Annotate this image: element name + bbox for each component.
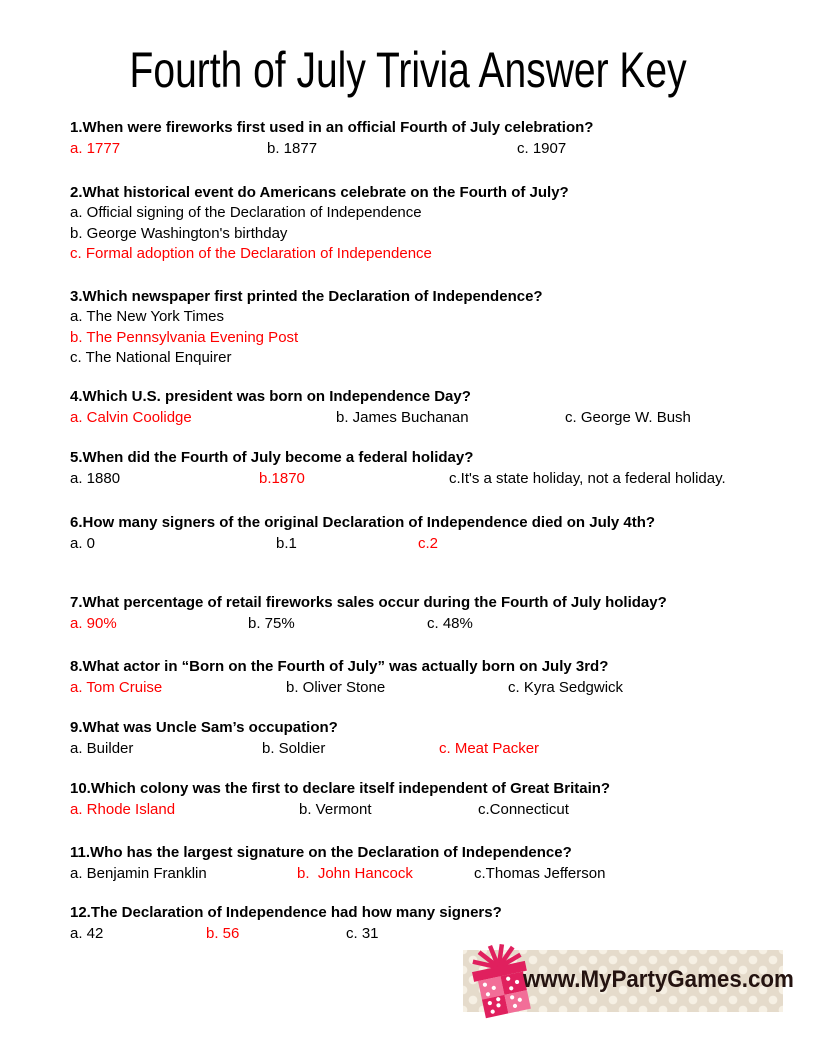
question-11 xyxy=(70,843,786,884)
answer-option: c. 1907 xyxy=(517,140,567,157)
answer-option-correct: a. Rhode Island xyxy=(70,801,176,818)
question-text: 2.What historical event do Americans celebrate on the Fourth of July? xyxy=(70,184,569,201)
answer-option-correct: b. The Pennsylvania Evening Post xyxy=(70,328,299,346)
question-text: 6.How many signers of the original Declaration of Independence died on July 4th? xyxy=(70,514,656,531)
answer-option-correct: a. Calvin Coolidge xyxy=(70,409,192,426)
answer-options xyxy=(70,534,786,554)
answer-option: b.1 xyxy=(276,535,297,552)
question-5 xyxy=(70,448,786,489)
answer-option: b. 75% xyxy=(248,615,295,632)
question-text: 11.Who has the largest signature on the Declaration of Independence? xyxy=(70,844,572,861)
answer-option-correct: b. 56 xyxy=(206,925,240,942)
answer-option: b. George Washington's birthday xyxy=(70,224,288,242)
answer-option: a. The New York Times xyxy=(70,308,224,325)
question-text: 12.The Declaration of Independence had how many signers? xyxy=(70,904,502,921)
answer-option: c.It's a state holiday, not a federal holiday. xyxy=(449,470,726,487)
answer-option: a. 1880 xyxy=(70,470,121,487)
page-title-text: Fourth of July Trivia Answer Key xyxy=(129,42,687,98)
answer-option: c. George W. Bush xyxy=(565,409,691,426)
question-10 xyxy=(70,779,786,820)
answer-option: a. 0 xyxy=(70,535,96,552)
question-text: 9.What was Uncle Sam’s occupation? xyxy=(70,719,338,736)
question-3 xyxy=(70,287,786,369)
question-text: 8.What actor in “Born on the Fourth of July” was actually born on July 3rd? xyxy=(70,658,609,675)
answer-option-correct: a. 90% xyxy=(70,615,117,632)
site-banner[interactable] xyxy=(463,950,794,1012)
answer-option: c.Thomas Jefferson xyxy=(474,865,606,882)
answer-option: b. James Buchanan xyxy=(336,409,469,426)
answer-option: a. Builder xyxy=(70,740,134,757)
answer-option-correct: b.1870 xyxy=(259,470,305,487)
question-9 xyxy=(70,718,786,759)
question-text: 7.What percentage of retail fireworks sales occur during the Fourth of July holiday? xyxy=(70,594,667,611)
answer-options xyxy=(70,139,786,159)
answer-options xyxy=(70,614,786,634)
answer-option-correct: c. Meat Packer xyxy=(439,740,540,757)
answer-options xyxy=(70,203,786,265)
answer-option: b. Vermont xyxy=(299,801,372,818)
answer-options xyxy=(70,408,786,428)
answer-option: b. Oliver Stone xyxy=(286,679,386,696)
question-12 xyxy=(70,903,786,944)
question-7 xyxy=(70,593,786,634)
answer-options xyxy=(70,307,786,369)
answer-options xyxy=(70,739,786,759)
answer-option: a. Official signing of the Declaration of Independence xyxy=(70,204,422,221)
question-4 xyxy=(70,387,786,428)
answer-option-correct: a. Tom Cruise xyxy=(70,679,163,696)
question-text: 5.When did the Fourth of July become a federal holiday? xyxy=(70,449,474,466)
site-url[interactable]: www.MyPartyGames.com xyxy=(523,966,794,993)
question-6 xyxy=(70,513,786,554)
answer-option: c. Kyra Sedgwick xyxy=(508,679,624,696)
question-text: 4.Which U.S. president was born on Independence Day? xyxy=(70,388,471,405)
answer-options xyxy=(70,678,786,698)
answer-option: c.Connecticut xyxy=(478,801,569,818)
question-text: 3.Which newspaper first printed the Declaration of Independence? xyxy=(70,288,543,305)
answer-options xyxy=(70,469,786,489)
question-2 xyxy=(70,183,786,265)
answer-option: c. The National Enquirer xyxy=(70,349,232,366)
answer-option-correct: a. 1777 xyxy=(70,140,121,157)
answer-option: b. 1877 xyxy=(267,140,318,157)
answer-option: a. Benjamin Franklin xyxy=(70,865,207,882)
question-8 xyxy=(70,657,786,698)
answer-option-correct: b. John Hancock xyxy=(297,865,413,882)
answer-option: c. 31 xyxy=(346,925,379,942)
answer-option: b. Soldier xyxy=(262,740,326,757)
question-text: 1.When were fireworks first used in an official Fourth of July celebration? xyxy=(70,119,594,136)
answer-option-correct: c.2 xyxy=(418,535,439,552)
answer-option: a. 42 xyxy=(70,925,104,942)
answer-options xyxy=(70,864,786,884)
question-text: 10.Which colony was the first to declare itself independent of Great Britain? xyxy=(70,780,611,797)
question-1 xyxy=(70,118,786,159)
answer-options xyxy=(70,924,786,944)
answer-option-correct: c. Formal adoption of the Declaration of Independence xyxy=(70,245,432,262)
answer-options xyxy=(70,800,786,820)
answer-option: c. 48% xyxy=(427,615,473,632)
